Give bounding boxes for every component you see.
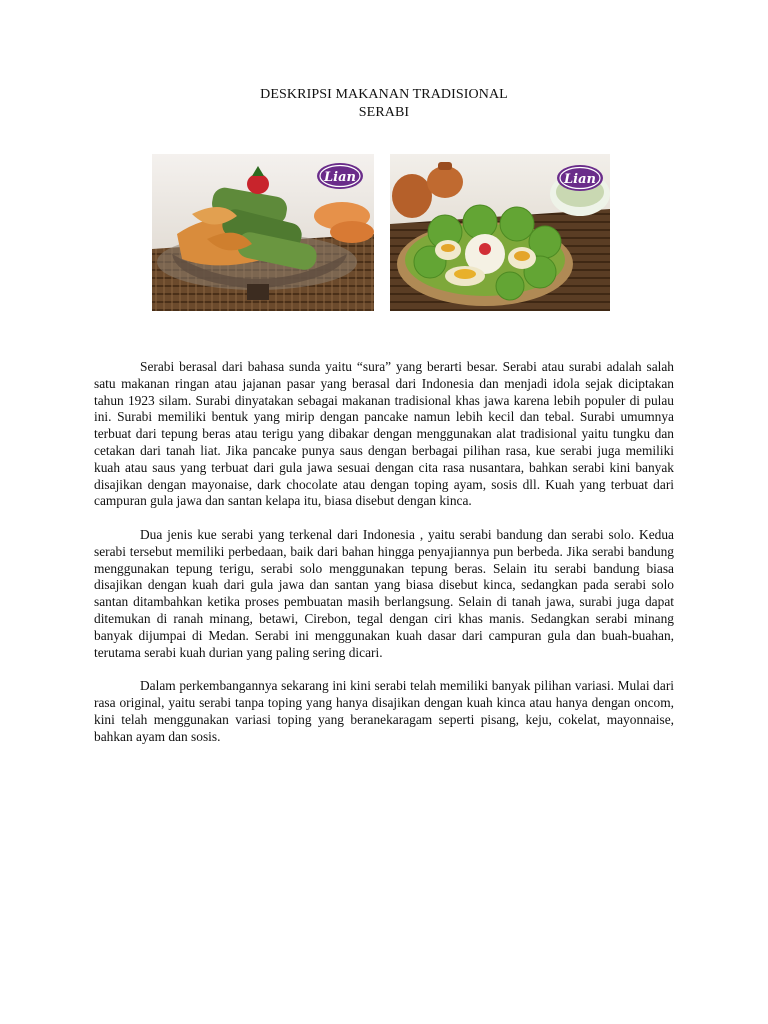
lian-logo-left <box>317 163 363 189</box>
paragraph-3: Dalam perkembangannya sekarang ini kini serabi telah memiliki banyak pilihan variasi. Mulai dari rasa original, yaitu serabi tanpa toping yang hanya disajikan dengan kuah kinca atau hanya dengan oncom, kini telah menggunakan variasi toping yang beranekaragam seperti pisang, keju, cokelat, mayonnaise, bahkan ayam dan sosis. <box>94 678 674 744</box>
serabi-photo-right <box>390 154 610 311</box>
document-title <box>0 86 768 122</box>
serabi-platter-image <box>390 154 610 311</box>
lian-logo-text: Lian <box>324 170 356 185</box>
paragraph-1: Serabi berasal dari bahasa sunda yaitu “sura” yang berarti besar. Serabi atau surabi adalah salah satu makanan ringan atau jajanan pasar yang berasal dari Indonesia dan menjadi idola sejak diciptakan tahun 1923 silam. Surabi dinyatakan sebagai makanan tradisional khas jawa karena lebih populer di pulau ini. Surabi memiliki bentuk yang mirip dengan pancake namun lebih kecil dan tebal. Surabi umumnya terbuat dari tepung beras atau terigu yang dibakar dengan menggunakan alat tradisional yaitu tungku dan cetakan dari tanah liat. Jika pancake punya saus dengan berbagai pilihan rasa, kue serabi juga memiliki kuah atau saus yang terbuat dari gula jawa sesuai dengan cita rasa nusantara, bahkan serabi kini banyak disajikan dengan mayonaise, dark chocolate atau dengan toping ayam, sosis dll. Kuah yang terbuat dari campuran gula jawa dan santan kelapa itu, biasa disebut dengan kinca. <box>94 359 674 509</box>
lian-logo-right <box>557 165 603 191</box>
paragraph-2: Dua jenis kue serabi yang terkenal dari Indonesia , yaitu serabi bandung dan serabi solo. Kedua serabi tersebut memiliki perbedaan, baik dari bahan hingga penyajiannya pun berbeda. Jika serabi bandung menggunakan tepung terigu, serabi solo menggunakan tepung beras. Selain itu serabi bandung biasa disajikan dengan kuah dari gula jawa dan santan yang biasa disebut kinca, sedangkan pada serabi solo santan ditambahkan ketika proses pembuatan masih berlangsung. Selain di tanah jawa, surabi juga dapat ditemukan di ranah minang, betawi, Cirebon, tegal dengan ciri khas manis. Sedangkan serabi minang banyak dijumpai di Medan. Serabi ini menggunakan kuah dasar dari campuran gula dan buah-buahan, terutama serabi kuah durian yang paling sering dicari. <box>94 526 674 660</box>
document-body <box>94 359 674 762</box>
lian-logo-text: Lian <box>564 172 596 187</box>
title-line-1: DESKRIPSI MAKANAN TRADISIONAL <box>260 87 508 102</box>
serabi-photo-left <box>152 154 374 311</box>
serabi-rolls-image <box>152 154 374 311</box>
title-line-2: SERABI <box>358 105 410 120</box>
